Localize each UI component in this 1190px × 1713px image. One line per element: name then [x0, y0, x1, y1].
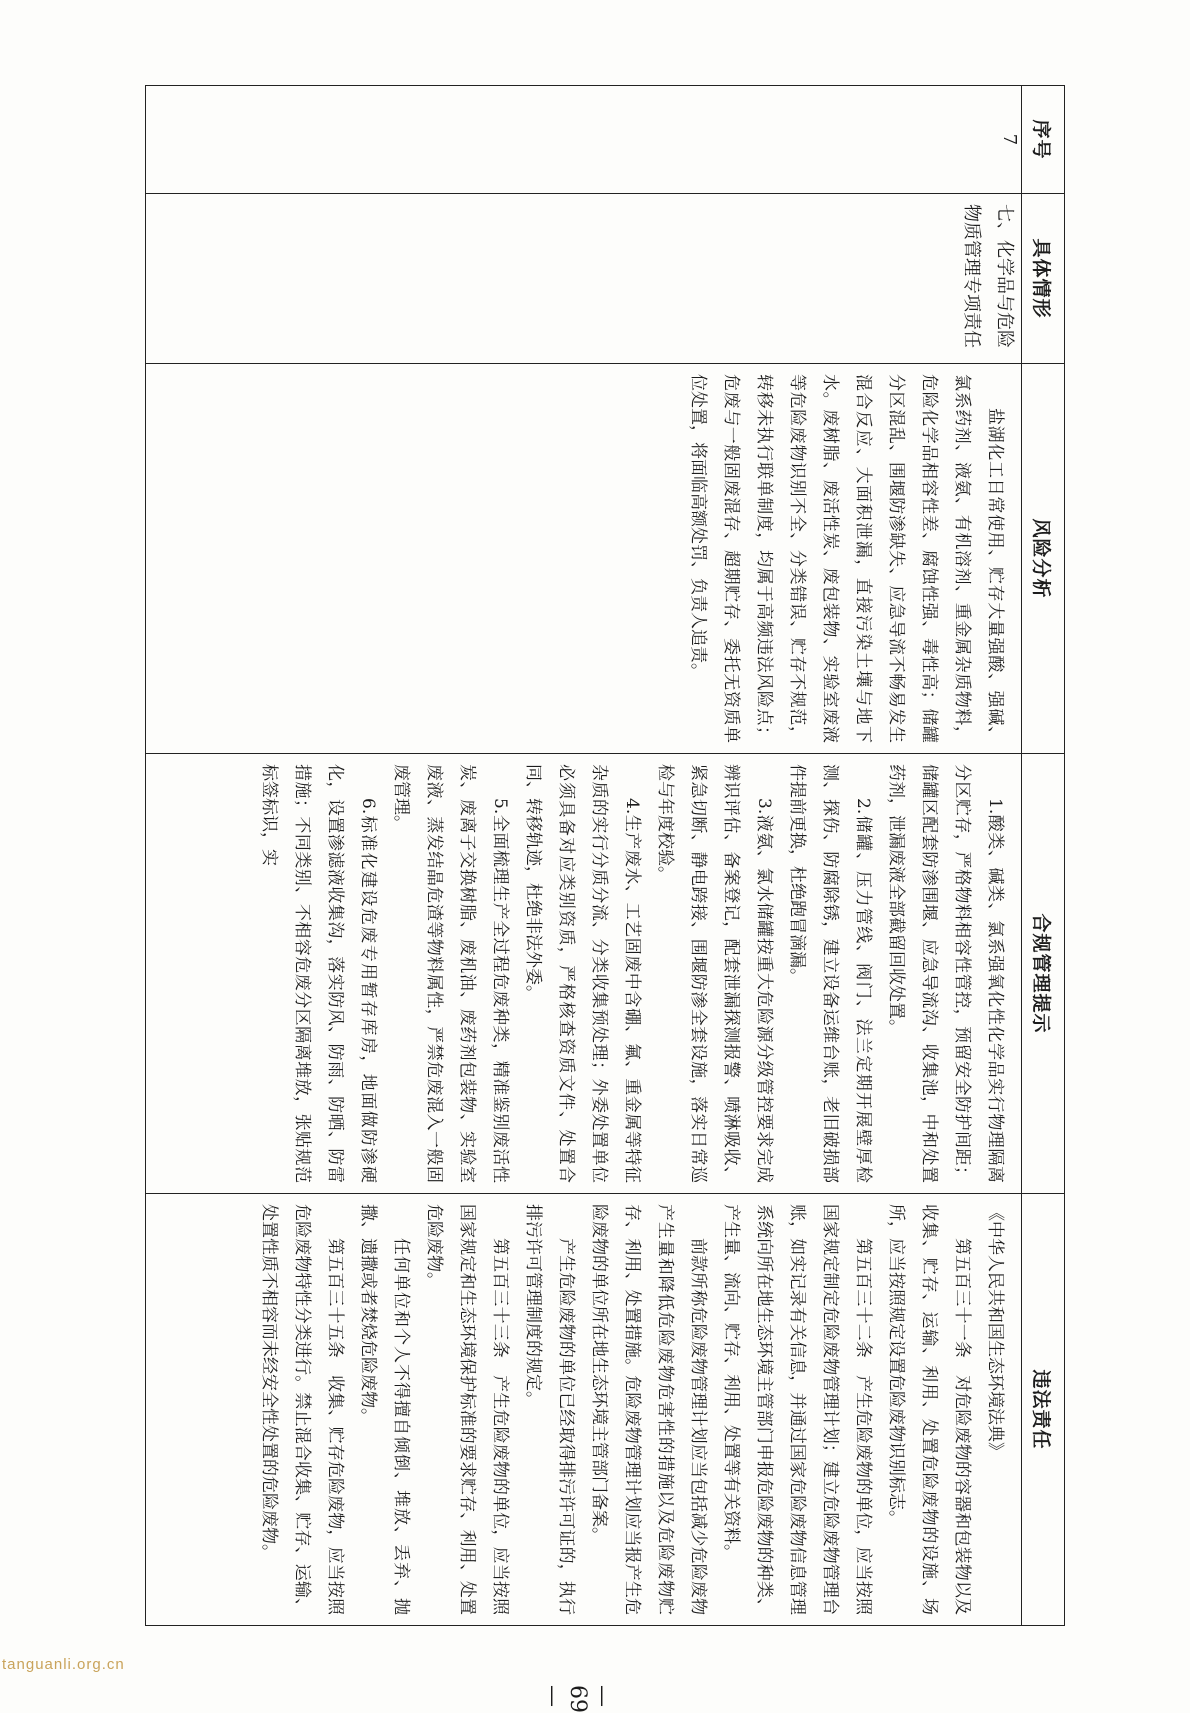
compliance-item-4: 4.生产废水、工艺固废中含硼、氟、重金属等特征杂质的实行分质分流、分类收集预处理；外委处置单位必须具备对应类别资质，严格核查资质文件、处置合同、转移轨迹，杜绝非法外委。 — [523, 764, 642, 1183]
header-situation: 具体情形 — [1022, 194, 1065, 364]
watermark-text: tanguanli.org.cn — [2, 1656, 125, 1673]
cell-liability — [146, 1194, 1022, 1626]
liability-article-532: 第五百三十二条 产生危险废物的单位，应当按照国家规定制定危险废物管理计划；建立危险废物管理台账，如实记录有关信息，并通过国家危险废物信息管理系统向所在地生态环境主管部门申报危险废物的种类、产生量、流向、贮存、利用、处置等有关资料。 — [721, 1204, 873, 1615]
page-number: — 69 — — [540, 1685, 615, 1713]
liability-article-533: 第五百三十三条 产生危险废物的单位，应当按照国家规定和生态环境保护标准的要求贮存、利用、处置危险废物。 — [424, 1204, 510, 1615]
cell-situation: 七、化学品与危险物质管理专项责任 — [146, 194, 1022, 364]
risk-text: 盐湖化工日常使用、贮存大量强酸、强碱、氯系药剂、液氨、有机溶剂、重金属杂质物料，危险化学品相容性差、腐蚀性强、毒性高；储罐分区混乱、围堰防渗缺失、应急导流不畅易发生混合反应、大面积泄漏，直接污染土壤与地下水。废树脂、废活性炭、废包装物、实验室废液等危险废物识别不全、分类错误、贮存不规范，转移未执行联单制度，均属于高频违法风险点；危废与一般固废混存、超期贮存、委托无资质单位处置，将面临高额处罚、负责人追责。 — [688, 374, 1005, 743]
cell-seq: 7 — [146, 86, 1022, 194]
liability-article-532-para3: 产生危险废物的单位已经取得排污许可证的，执行排污许可管理制度的规定。 — [523, 1204, 576, 1615]
table-row — [146, 86, 1022, 1626]
compliance-item-6: 6.标准化建设危废专用暂存库房，地面做防渗硬化，设置渗滤液收集沟，落实防风、防雨、防晒、防雷措施；不同类别、不相容危废分区隔离堆放，张贴规范标签标识，实 — [259, 764, 378, 1183]
compliance-item-2: 2.储罐、压力管线、阀门、法兰定期开展壁厚检测、探伤、防腐除锈，建立设备运维台账，老旧破损部件提前更换，杜绝跑冒滴漏。 — [787, 764, 873, 1183]
liability-article-533-para2: 任何单位和个人不得擅自倾倒、堆放、丢弃、抛撒、遗撒或者焚烧危险废物。 — [358, 1204, 411, 1615]
liability-article-535: 第五百三十五条 收集、贮存危险废物，应当按照危险废物特性分类进行。禁止混合收集、贮存、运输、处置性质不相容而未经安全性处置的危险废物。 — [259, 1204, 345, 1615]
cell-risk — [146, 364, 1022, 754]
header-compliance: 合规管理提示 — [1022, 754, 1065, 1194]
compliance-item-1: 1.酸类、碱类、氯系强氧化性化学品实行物理隔离分区贮存，严格物料相容性管控，预留安全防护间距；储罐区配套防渗围堰、应急导流沟、收集池，中和处置药剂，泄漏废液全部截留回收处置。 — [886, 764, 1005, 1183]
compliance-item-3: 3.液氨、氯水储罐按重大危险源分级管控要求完成辨识评估、备案登记，配套泄漏探测报警、喷淋吸收、紧急切断、静电跨接、围堰防渗全套设施，落实日常巡检与年度校验。 — [655, 764, 774, 1183]
liability-law-title: 《中华人民共和国生态环境法典》 — [985, 1204, 1005, 1459]
compliance-table — [145, 85, 1065, 1626]
header-seq: 序号 — [1022, 86, 1065, 194]
compliance-item-5: 5.全面梳理生产全过程危废种类，精准鉴别废活性炭、废离子交换树脂、废机油、废药剂包装物、实验室废液、蒸发结晶危渣等物料属性，严禁危废混入一般固废管理。 — [391, 764, 510, 1183]
header-risk: 风险分析 — [1022, 364, 1065, 754]
cell-compliance — [146, 754, 1022, 1194]
header-liability: 违法责任 — [1022, 1194, 1065, 1626]
table-header-row — [1022, 86, 1065, 1626]
liability-article-531: 第五百三十一条 对危险废物的容器和包装物以及收集、贮存、运输、利用、处置危险废物的设施、场所，应当按照规定设置危险废物识别标志。 — [886, 1204, 972, 1615]
liability-article-532-para2: 前款所称危险废物管理计划应当包括减少危险废物产生量和降低危险废物危害性的措施以及危险废物贮存、利用、处置措施。危险废物管理计划应当报产生危险废物的单位所在地生态环境主管部门备案。 — [589, 1204, 708, 1615]
